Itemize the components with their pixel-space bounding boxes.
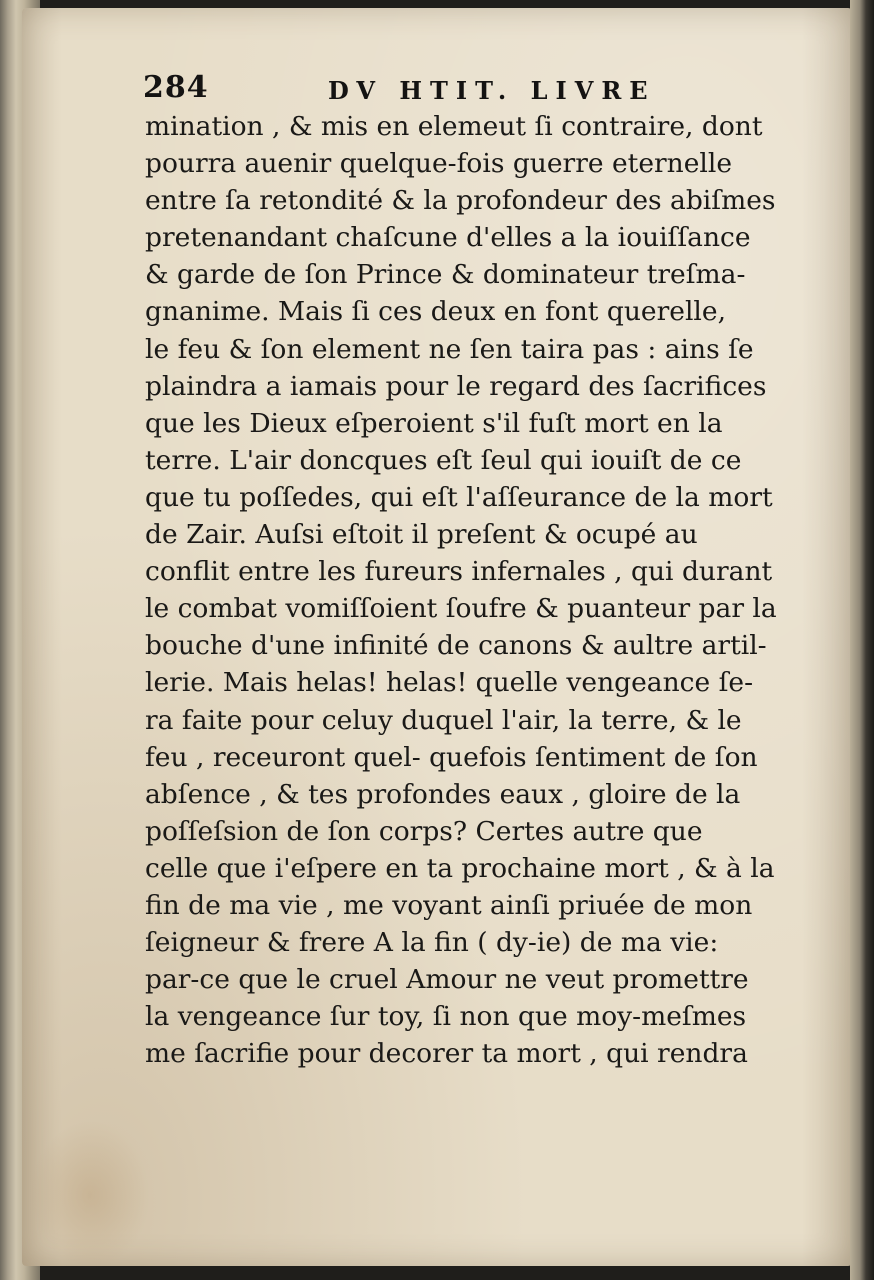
text-line: & garde de ſon Prince & dominateur treſma-	[145, 259, 746, 291]
text-line: feu , receuront quel- quefois ſentiment de ſon	[145, 741, 758, 773]
text-line: gnanime. Mais ſi ces deux en font querelle,	[145, 296, 726, 328]
paper-stain	[30, 1120, 150, 1270]
body-text	[145, 108, 785, 1072]
text-line: lerie. Mais helas! helas! quelle vengeance ſe-	[145, 667, 754, 699]
text-line: terre. L'air doncques eſt ſeul qui iouiſt de ce	[145, 444, 742, 476]
text-line: bouche d'une infinité de canons & aultre artil-	[145, 630, 767, 662]
text-line: le feu & ſon element ne ſen taira pas : ains ſe	[145, 333, 754, 365]
text-line: par-ce que le cruel Amour ne veut promettre	[145, 964, 749, 996]
text-line: mination , & mis en elemeut ſi contraire, dont	[145, 111, 763, 142]
text-line: celle que i'eſpere en ta prochaine mort , & à la	[145, 852, 775, 884]
text-line: le combat vomiſſoient ſoufre & puanteur par la	[145, 593, 777, 625]
running-title: DV HTIT. LIVRE	[328, 76, 656, 105]
text-line: pourra auenir quelque-fois guerre eternelle	[145, 148, 733, 180]
text-line: me ſacrifie pour decorer ta mort , qui rendra	[145, 1038, 748, 1070]
text-line: ra faite pour celuy duquel l'air, la terre, & le	[145, 704, 742, 736]
text-line: plaindra a iamais pour le regard des ſacrifices	[145, 370, 767, 402]
text-line: que les Dieux eſperoient s'il fuſt mort en la	[145, 407, 723, 439]
text-line: pretenandant chaſcune d'elles a la iouiſſance	[145, 222, 751, 254]
text-line: la vengeance ſur toy, ſi non que moy-meſmes	[145, 1001, 747, 1033]
text-line: de Zair. Auſsi eſtoit il preſent & ocupé au	[145, 519, 698, 551]
text-line: conflit entre les fureurs infernales , qui durant	[145, 556, 773, 588]
page-number: 284	[143, 70, 209, 105]
text-line: fin de ma vie , me voyant ainſi priuée de mon	[145, 889, 753, 921]
text-line: ſeigneur & frere A la fin ( dy-ie) de ma vie:	[145, 927, 719, 959]
text-line: abſence , & tes profondes eaux , gloire de la	[145, 778, 741, 810]
page-edge-right	[850, 0, 874, 1280]
text-line: poſſeſsion de ſon corps? Certes autre que	[145, 815, 703, 847]
text-line: que tu poſſedes, qui eſt l'aſſeurance de la mort	[145, 481, 773, 513]
text-line: entre ſa retondité & la profondeur des abiſmes	[145, 185, 776, 217]
